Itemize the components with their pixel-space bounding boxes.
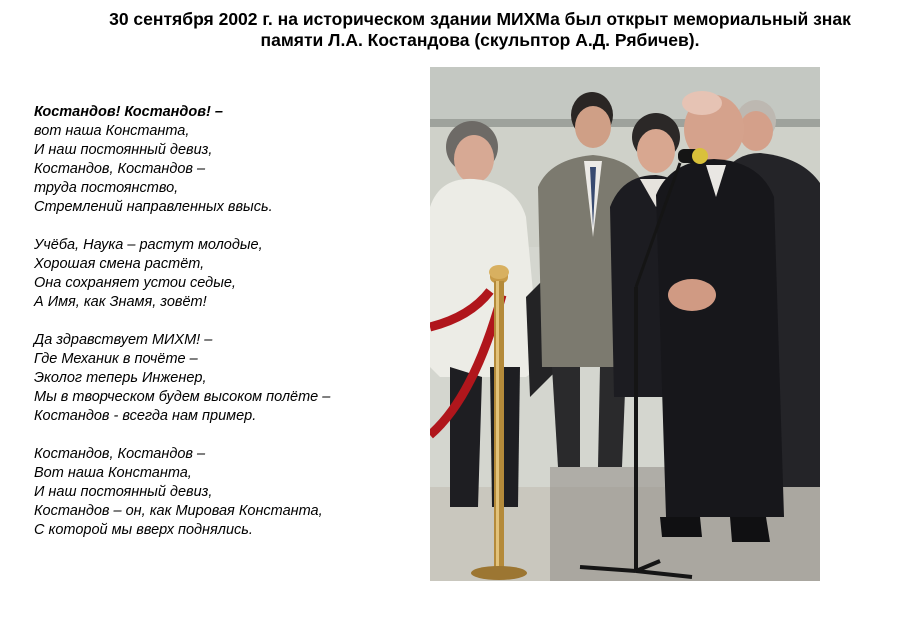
poem-line: И наш постоянный девиз, [34, 142, 213, 158]
poem-line: вот наша Константа, [34, 123, 190, 139]
poem-line: труда постоянство, [34, 180, 179, 196]
poem-line: И наш постоянный девиз, [34, 484, 213, 500]
poem-stanza-3 [34, 331, 424, 426]
poem-line: Она сохраняет устои седые, [34, 275, 236, 291]
poem-line: Учёба, Наука – растут молодые, [34, 237, 263, 253]
poem-stanza-1 [34, 103, 424, 217]
poem-line: Костандов! Костандов! – [34, 104, 223, 120]
poem-line: Где Механик в почёте – [34, 351, 198, 367]
ceremony-photo [430, 67, 820, 581]
poem-line: Хорошая смена растёт, [34, 256, 205, 272]
poem [34, 103, 424, 559]
poem-line: Да здравствует МИХМ! – [34, 332, 213, 348]
poem-line: Костандов - всегда нам пример. [34, 408, 257, 424]
poem-stanza-4 [34, 445, 424, 540]
poem-stanza-2 [34, 236, 424, 312]
poem-line: С которой мы вверх поднялись. [34, 522, 253, 538]
poem-line: Костандов, Костандов – [34, 161, 206, 177]
poem-line: Костандов, Костандов – [34, 446, 206, 462]
title-line-1: 30 сентября 2002 г. на историческом здании МИХМа был открыт мемориальный знак [109, 9, 851, 29]
poem-line: Костандов – он, как Мировая Константа, [34, 503, 323, 519]
poem-line: Эколог теперь Инженер, [34, 370, 207, 386]
poem-line: Мы в творческом будем высоком полёте – [34, 389, 331, 405]
poem-line: Вот наша Константа, [34, 465, 192, 481]
page-title [40, 9, 920, 51]
ceremony-photo-illustration [430, 67, 820, 581]
title-line-2: памяти Л.А. Костандова (скульптор А.Д. Рябичев). [260, 30, 700, 50]
poem-line: А Имя, как Знамя, зовёт! [34, 294, 207, 310]
poem-line: Стремлений направленных ввысь. [34, 199, 273, 215]
